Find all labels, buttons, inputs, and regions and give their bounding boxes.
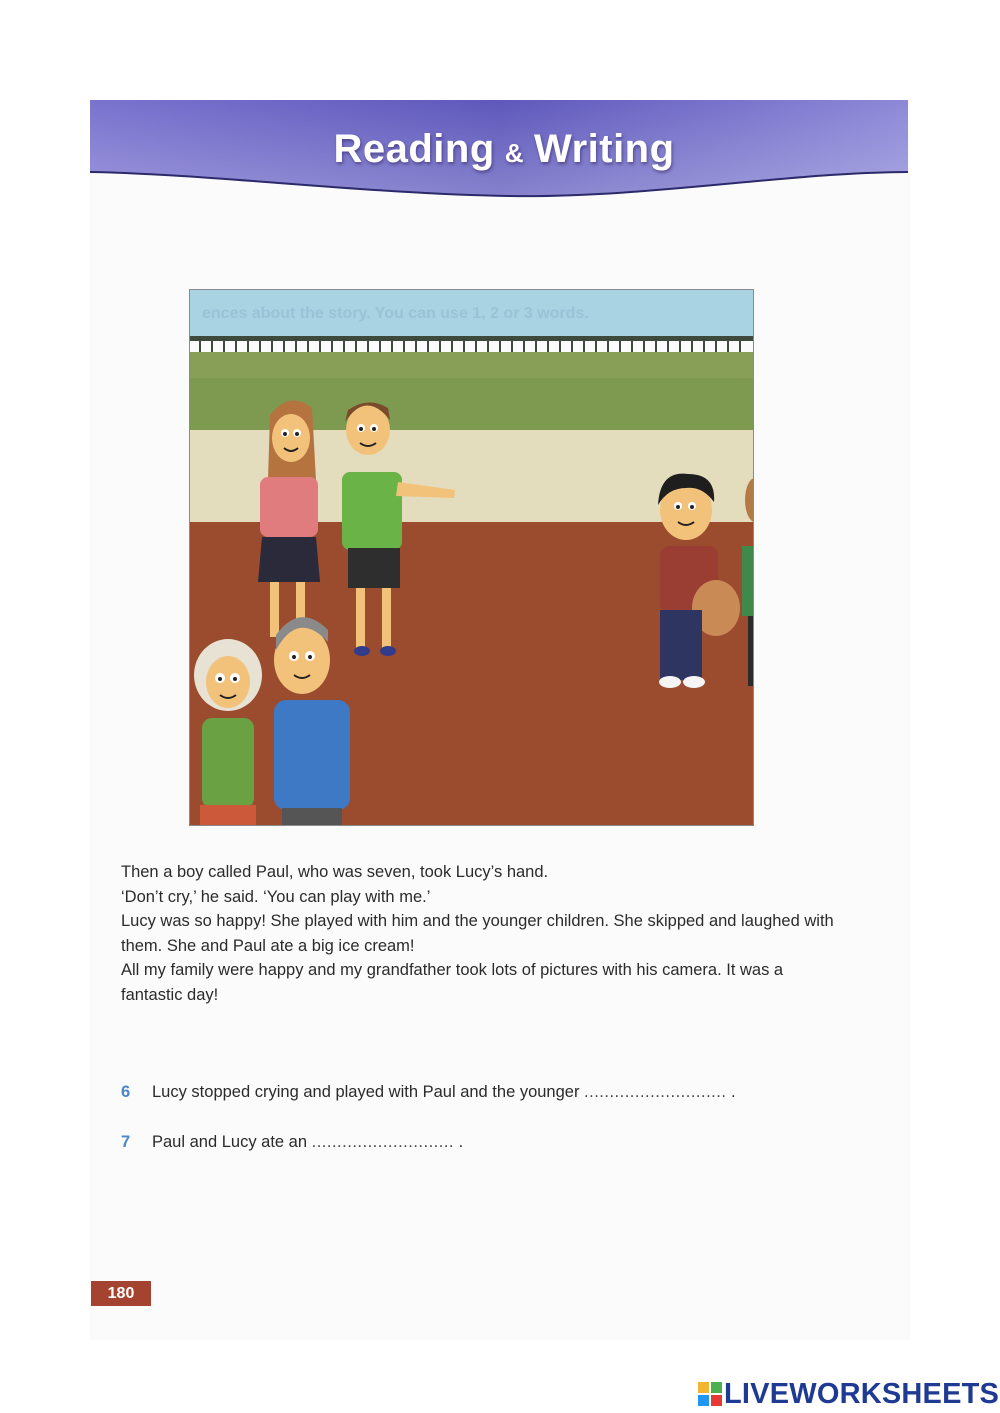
illustration-overlay-text: ences about the story. You can use 1, 2 or 3 words. [202,305,589,322]
story-line: ‘Don’t cry,’ he said. ‘You can play with me.’ [121,887,431,906]
story-line: Then a boy called Paul, who was seven, took Lucy’s hand. [121,863,549,881]
question-end: . [458,1133,464,1151]
page-number-badge: 180 [91,1281,151,1306]
brand-name: LIVEWORKSHEETS [724,1377,1000,1410]
story-text [121,860,841,1007]
story-illustration [189,289,754,826]
question-number: 6 [121,1083,131,1101]
question-number: 7 [121,1133,131,1151]
question-end: . [731,1083,736,1101]
liveworksheets-brand[interactable] [698,1377,999,1411]
liveworksheets-logo-icon [698,1382,722,1406]
title-writing: Writing [534,127,675,171]
title-ampersand: & [504,138,525,168]
title-reading: Reading [333,127,495,171]
answer-blank[interactable]: ............................ [584,1083,727,1101]
fence [200,340,740,354]
question-text: Lucy stopped crying and played with Paul and the younger [152,1083,580,1101]
question-7 [121,1133,463,1152]
question-6 [121,1083,736,1102]
grandmother-figure [194,639,262,826]
story-line: All my family were happy and my grandfather took lots of pictures with his camera. It was a fantastic day! [121,961,784,1004]
question-text: Paul and Lucy ate an [152,1133,308,1151]
story-line: Lucy was so happy! She played with him and the younger children. She skipped and laughed with them. She and Paul ate a big ice cream! [121,912,834,955]
answer-blank[interactable]: ............................ [311,1133,454,1151]
page-title [0,127,1000,172]
